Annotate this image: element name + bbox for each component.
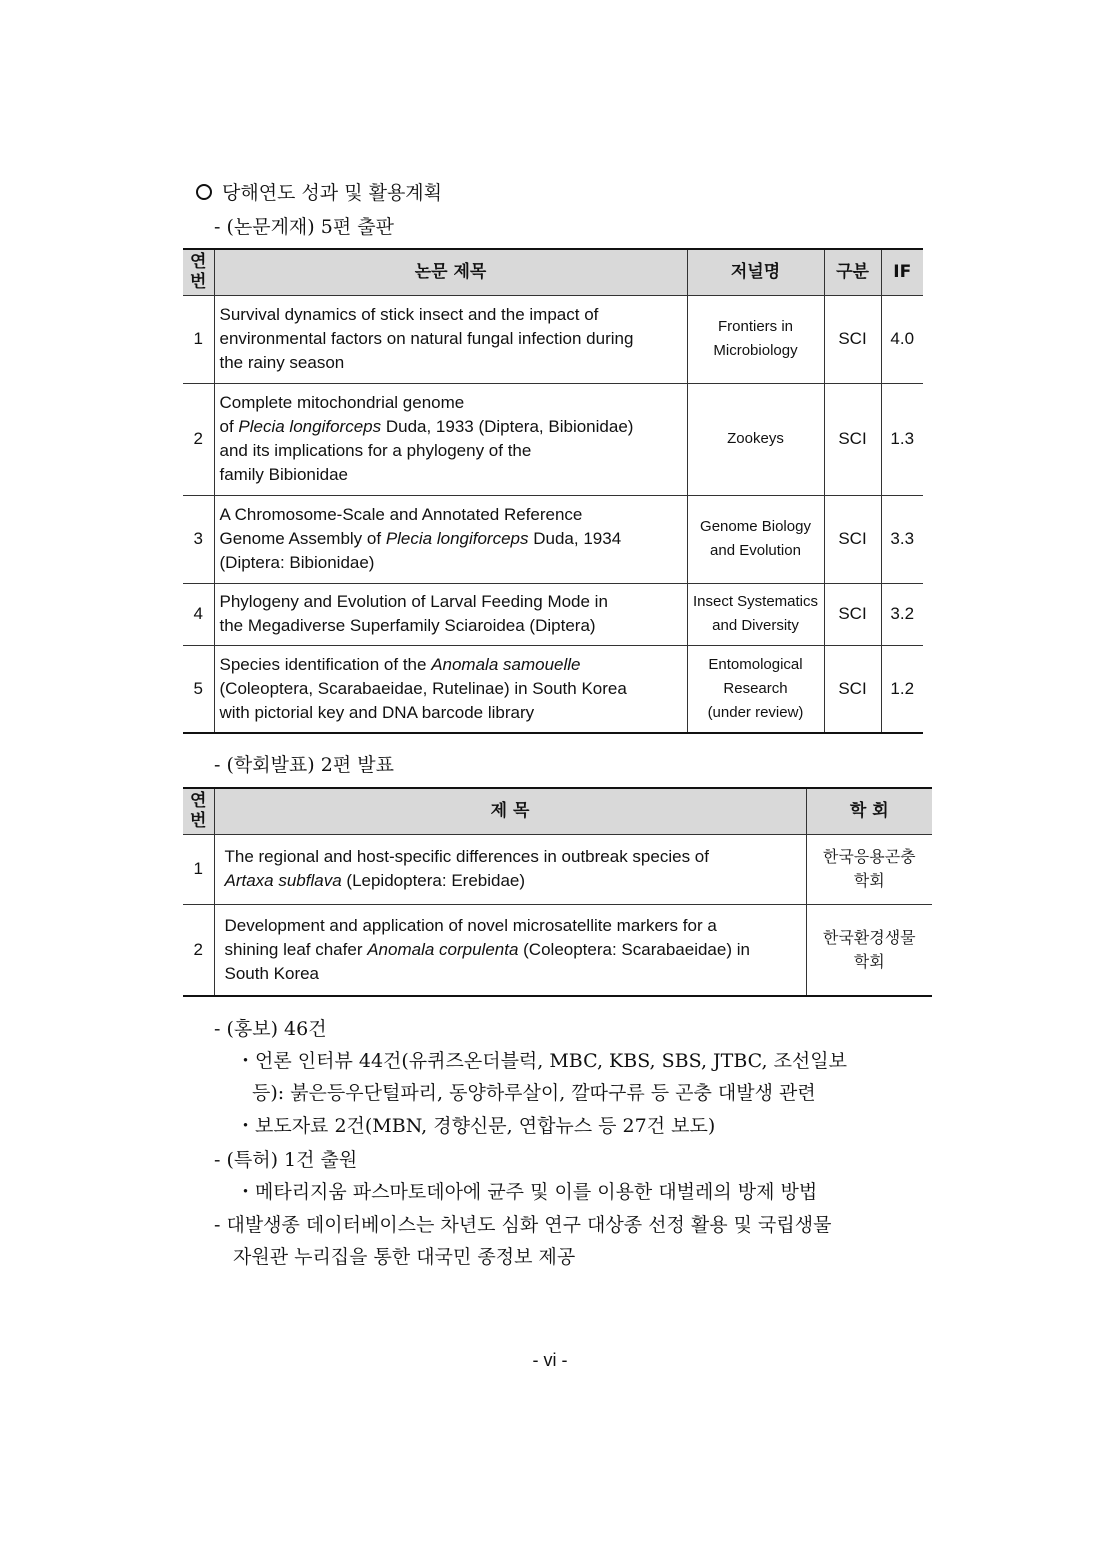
species-name: Anomala corpulenta <box>367 939 519 959</box>
society-name <box>806 904 932 996</box>
row-number: 2 <box>183 904 214 996</box>
journal-name <box>687 645 824 733</box>
paper-title <box>214 383 687 495</box>
title-text: (Lepidoptera: Erebidae) <box>341 871 526 890</box>
title-text: Phylogeny and Evolution of Larval Feeding Mode in <box>219 592 608 611</box>
society-line: 한국환경생물 <box>822 927 916 947</box>
impact-factor: 1.3 <box>881 383 923 495</box>
paper-title <box>214 495 687 583</box>
table-row <box>183 383 923 495</box>
journal-line: Frontiers in <box>717 318 794 335</box>
promotion-item-press: ・보도자료 2건(MBN, 경향신문, 연합뉴스 등 27건 보도) <box>236 1115 716 1137</box>
impact-factor: 4.0 <box>881 295 923 383</box>
title-text: of <box>219 417 239 436</box>
promotion-item-interview-cont: 등): 붉은등우단털파리, 동양하루살이, 깔따구류 등 곤충 대발생 관련 <box>252 1082 816 1104</box>
journal-line: and Diversity <box>712 617 799 634</box>
papers-table <box>183 248 923 734</box>
row-number: 2 <box>183 383 214 495</box>
row-number: 1 <box>183 834 214 904</box>
column-header-no: 연 번 <box>183 788 214 834</box>
title-text: Duda, 1934 <box>528 529 622 548</box>
patent-heading: - (특허) 1건 출원 <box>214 1149 358 1171</box>
impact-factor: 3.2 <box>881 583 923 645</box>
species-name: Artaxa subflava <box>224 871 342 890</box>
paper-type: SCI <box>824 295 881 383</box>
journal-line: Entomological <box>708 655 803 673</box>
column-header-journal: 저널명 <box>687 249 824 295</box>
table-row <box>183 495 923 583</box>
title-text: Survival dynamics of stick insect and the impact of <box>219 305 599 324</box>
row-number: 5 <box>183 645 214 733</box>
paper-type: SCI <box>824 645 881 733</box>
title-text: A Chromosome-Scale and Annotated Reference <box>219 505 583 524</box>
journal-line: (under review) <box>707 703 804 721</box>
table-row <box>183 645 923 733</box>
journal-line: Research <box>723 679 788 697</box>
journal-line: Microbiology <box>713 342 798 359</box>
society-line: 학회 <box>853 871 885 890</box>
database-line: - 대발생종 데이터베이스는 차년도 심화 연구 대상종 선정 활용 및 국립생물 <box>214 1214 832 1236</box>
title-text: Genome Assembly of <box>219 529 386 548</box>
paper-type: SCI <box>824 383 881 495</box>
journal-line: and Evolution <box>710 542 801 559</box>
title-text: the rainy season <box>219 353 345 372</box>
title-text: Species identification of the <box>219 654 432 674</box>
column-header-if: IF <box>881 249 923 295</box>
title-text: Complete mitochondrial genome <box>219 393 465 412</box>
paper-title <box>214 645 687 733</box>
conferences-heading: - (학회발표) 2편 발표 <box>214 754 394 776</box>
section-heading: 당해연도 성과 및 활용계획 <box>196 180 442 206</box>
impact-factor: 1.2 <box>881 645 923 733</box>
title-text: (Diptera: Bibionidae) <box>219 553 375 572</box>
species-name: Plecia longiforceps <box>385 529 529 548</box>
database-line-cont: 자원관 누리집을 통한 대국민 종정보 제공 <box>233 1246 576 1268</box>
journal-name <box>687 583 824 645</box>
page-number: - vi - <box>532 1350 568 1370</box>
row-number: 3 <box>183 495 214 583</box>
row-number: 1 <box>183 295 214 383</box>
presentation-title <box>214 834 806 904</box>
column-header-title: 논문 제목 <box>214 249 687 295</box>
society-name <box>806 834 932 904</box>
patent-item: ・메타리지움 파스마토데아에 균주 및 이를 이용한 대벌레의 방제 방법 <box>236 1181 818 1203</box>
title-text: shining leaf chafer <box>224 939 368 959</box>
column-header-title: 제 목 <box>214 788 806 834</box>
paper-title <box>214 295 687 383</box>
species-name: Plecia longiforceps <box>238 417 382 436</box>
conferences-table <box>183 787 932 997</box>
table-row <box>183 583 923 645</box>
title-text: (Coleoptera: Scarabaeidae) in <box>518 939 750 959</box>
row-number: 4 <box>183 583 214 645</box>
table-row <box>183 295 923 383</box>
journal-name <box>687 295 824 383</box>
title-text: and its implications for a phylogeny of the <box>219 441 532 460</box>
society-line: 한국응용곤충 <box>822 847 916 866</box>
journal-line: Insect Systematics <box>692 593 819 610</box>
column-header-society: 학 회 <box>806 788 932 834</box>
title-text: with pictorial key and DNA barcode library <box>219 702 535 722</box>
title-text: Development and application of novel microsatellite markers for a <box>224 915 717 935</box>
society-line: 학회 <box>853 951 885 971</box>
journal-name <box>687 495 824 583</box>
title-text: Duda, 1933 (Diptera, Bibionidae) <box>381 417 634 436</box>
impact-factor: 3.3 <box>881 495 923 583</box>
title-text: The regional and host-specific differences in outbreak species of <box>224 847 709 866</box>
paper-title <box>214 583 687 645</box>
title-text: (Coleoptera, Scarabaeidae, Rutelinae) in South Korea <box>219 678 627 698</box>
journal-line: Genome Biology <box>700 518 811 535</box>
column-header-no: 연 번 <box>183 249 214 295</box>
promotion-item-interview: ・언론 인터뷰 44건(유퀴즈온더블럭, MBC, KBS, SBS, JTBC, 조선일보 <box>236 1050 847 1072</box>
title-text: environmental factors on natural fungal infection during <box>219 329 634 348</box>
table-row <box>183 834 932 904</box>
title-text: family Bibionidae <box>219 465 349 484</box>
table-row <box>183 904 932 996</box>
journal-name <box>687 383 824 495</box>
journal-line: Zookeys <box>727 430 784 447</box>
species-name: Anomala samouelle <box>431 654 581 674</box>
papers-heading: - (논문게재) 5편 출판 <box>214 216 394 238</box>
title-text: South Korea <box>224 963 320 983</box>
promotion-heading: - (홍보) 46건 <box>214 1018 327 1040</box>
title-text: the Megadiverse Superfamily Sciaroidea (Diptera) <box>219 616 596 635</box>
presentation-title <box>214 904 806 996</box>
paper-type: SCI <box>824 495 881 583</box>
paper-type: SCI <box>824 583 881 645</box>
circle-bullet-icon <box>196 184 212 200</box>
column-header-type: 구분 <box>824 249 881 295</box>
